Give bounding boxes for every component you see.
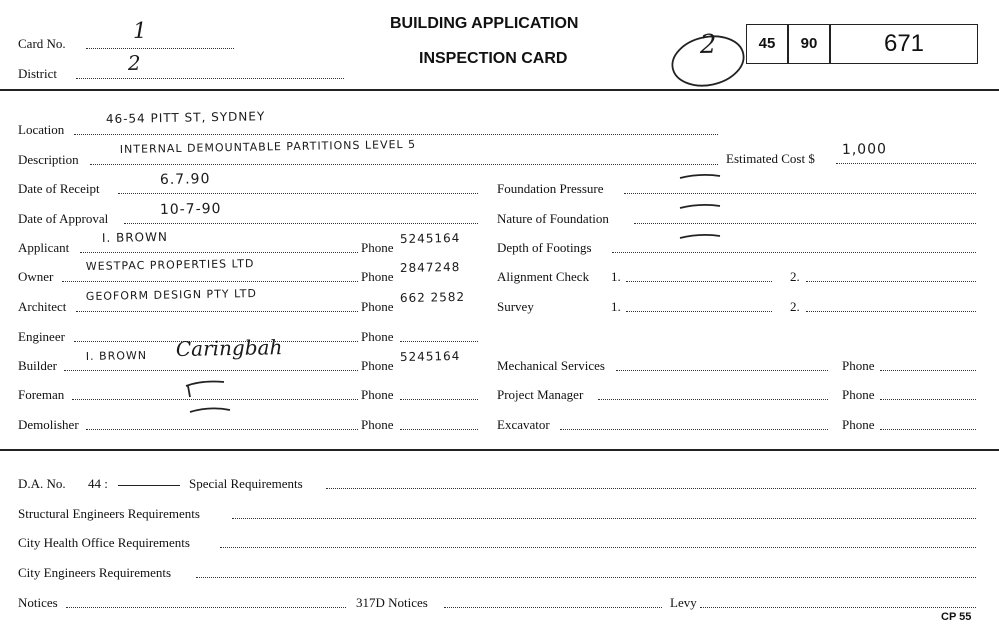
architect-phone-value: 662 2582 bbox=[399, 289, 466, 305]
mechanical-phone-line bbox=[880, 370, 976, 371]
health-line bbox=[220, 547, 976, 548]
foreman-label: Foreman bbox=[18, 387, 65, 402]
nature-foundation-label: Nature of Foundation bbox=[497, 211, 609, 226]
applicant-line bbox=[80, 252, 358, 253]
builder-phone-value: 5245164 bbox=[399, 348, 461, 364]
applicant-phone-label: Phone bbox=[361, 240, 394, 255]
location-label: Location bbox=[18, 122, 65, 137]
special-line bbox=[326, 488, 976, 489]
owner-value: WESTPAC PROPERTIES LTD bbox=[85, 257, 255, 274]
health-label: City Health Office Requirements bbox=[18, 535, 190, 550]
description-line bbox=[90, 164, 718, 165]
description-label: Description bbox=[18, 152, 79, 167]
owner-label: Owner bbox=[18, 269, 54, 284]
builder-value: I. BROWN bbox=[85, 348, 148, 364]
mechanical-line bbox=[616, 370, 828, 371]
excavator-phone-line bbox=[880, 429, 976, 430]
applicant-label: Applicant bbox=[18, 240, 70, 255]
demolisher-phone-line bbox=[400, 429, 478, 430]
applicant-phone-value: 5245164 bbox=[399, 230, 461, 246]
code-box-b: 90 bbox=[788, 24, 830, 64]
date-receipt-line bbox=[118, 193, 478, 194]
circled-number: 2 bbox=[699, 29, 717, 60]
builder-line bbox=[64, 370, 358, 371]
builder-label: Builder bbox=[18, 358, 57, 373]
structural-line bbox=[232, 518, 976, 519]
foreman-phone-line bbox=[400, 399, 478, 400]
project-manager-line bbox=[598, 399, 828, 400]
depth-footings-line bbox=[612, 252, 976, 253]
depth-footings-dash-mark bbox=[676, 230, 726, 244]
foreman-phone-label: Phone bbox=[361, 387, 394, 402]
alignment-line2 bbox=[806, 281, 976, 282]
da-dash bbox=[118, 485, 180, 486]
estimated-cost-line bbox=[836, 163, 976, 164]
alignment-num1: 1. bbox=[611, 269, 621, 284]
survey-label: Survey bbox=[497, 299, 534, 314]
survey-line2 bbox=[806, 311, 976, 312]
engineer-phone-line bbox=[400, 341, 478, 342]
owner-phone-label: Phone bbox=[361, 269, 394, 284]
card-no-line bbox=[86, 48, 234, 49]
special-label: Special Requirements bbox=[189, 476, 303, 491]
applicant-value: I. BROWN bbox=[101, 229, 169, 245]
project-manager-phone-line bbox=[880, 399, 976, 400]
date-approval-line bbox=[124, 223, 478, 224]
da-label: D.A. No. bbox=[18, 476, 66, 491]
foundation-pressure-dash-mark bbox=[676, 170, 726, 184]
code-box-a: 45 bbox=[746, 24, 788, 64]
engineer-phone-label: Phone bbox=[361, 329, 394, 344]
estimated-cost-label: Estimated Cost $ bbox=[726, 151, 815, 166]
engineer-label: Engineer bbox=[18, 329, 65, 344]
date-receipt-label: Date of Receipt bbox=[18, 181, 100, 196]
demolisher-line bbox=[86, 429, 358, 430]
owner-line bbox=[62, 281, 358, 282]
da-value: 44 : bbox=[88, 476, 108, 491]
district-line bbox=[76, 78, 344, 79]
depth-footings-label: Depth of Footings bbox=[497, 240, 592, 255]
alignment-line1 bbox=[626, 281, 772, 282]
district-label: District bbox=[18, 66, 57, 81]
architect-value: GEOFORM DESIGN PTY LTD bbox=[85, 287, 257, 304]
levy-line bbox=[700, 607, 976, 608]
foreman-dash-mark bbox=[180, 378, 230, 400]
location-value: 46-54 PITT ST, SYDNEY bbox=[105, 109, 266, 126]
mechanical-phone-label: Phone bbox=[842, 358, 875, 373]
demolisher-dash-mark bbox=[186, 402, 236, 420]
foundation-pressure-label: Foundation Pressure bbox=[497, 181, 604, 196]
engineers-line bbox=[196, 577, 976, 578]
owner-phone-value: 2847248 bbox=[399, 259, 461, 275]
project-manager-phone-label: Phone bbox=[842, 387, 875, 402]
project-manager-label: Project Manager bbox=[497, 387, 584, 402]
notices-label: Notices bbox=[18, 595, 58, 610]
builder-phone-label: Phone bbox=[361, 358, 394, 373]
card-no-value: 1 bbox=[132, 18, 148, 44]
divider-bottom bbox=[0, 449, 999, 451]
builder-value-script: Caringbah bbox=[175, 335, 283, 361]
title-line1: BUILDING APPLICATION bbox=[390, 15, 579, 32]
card-no-label: Card No. bbox=[18, 36, 66, 51]
architect-line bbox=[76, 311, 358, 312]
architect-phone-label: Phone bbox=[361, 299, 394, 314]
code-box-c: 671 bbox=[830, 24, 978, 64]
architect-label: Architect bbox=[18, 299, 67, 314]
divider-top bbox=[0, 89, 999, 91]
excavator-line bbox=[560, 429, 828, 430]
notices-317d-label: 317D Notices bbox=[356, 595, 428, 610]
notices-317d-line bbox=[444, 607, 662, 608]
alignment-num2: 2. bbox=[790, 269, 800, 284]
date-approval-label: Date of Approval bbox=[18, 211, 109, 226]
excavator-label: Excavator bbox=[497, 417, 550, 432]
excavator-phone-label: Phone bbox=[842, 417, 875, 432]
foundation-pressure-line bbox=[624, 193, 976, 194]
survey-line1 bbox=[626, 311, 772, 312]
district-value: 2 bbox=[127, 50, 141, 75]
nature-foundation-dash-mark bbox=[676, 200, 726, 214]
demolisher-label: Demolisher bbox=[18, 417, 79, 432]
demolisher-phone-label: Phone bbox=[361, 417, 394, 432]
estimated-cost-value: 1,000 bbox=[841, 141, 888, 158]
date-approval-value: 10-7-90 bbox=[159, 200, 222, 218]
engineers-label: City Engineers Requirements bbox=[18, 565, 172, 580]
date-receipt-value: 6.7.90 bbox=[159, 171, 211, 188]
form-code: CP 55 bbox=[941, 611, 972, 623]
alignment-label: Alignment Check bbox=[497, 269, 590, 284]
survey-num1: 1. bbox=[611, 299, 621, 314]
mechanical-label: Mechanical Services bbox=[497, 358, 605, 373]
nature-foundation-line bbox=[634, 223, 976, 224]
notices-line bbox=[66, 607, 346, 608]
location-line bbox=[74, 134, 718, 135]
levy-label: Levy bbox=[670, 595, 697, 610]
title-line2: INSPECTION CARD bbox=[419, 50, 568, 67]
survey-num2: 2. bbox=[790, 299, 800, 314]
description-value: INTERNAL DEMOUNTABLE PARTITIONS LEVEL 5 bbox=[119, 137, 417, 157]
structural-label: Structural Engineers Requirements bbox=[18, 506, 200, 521]
